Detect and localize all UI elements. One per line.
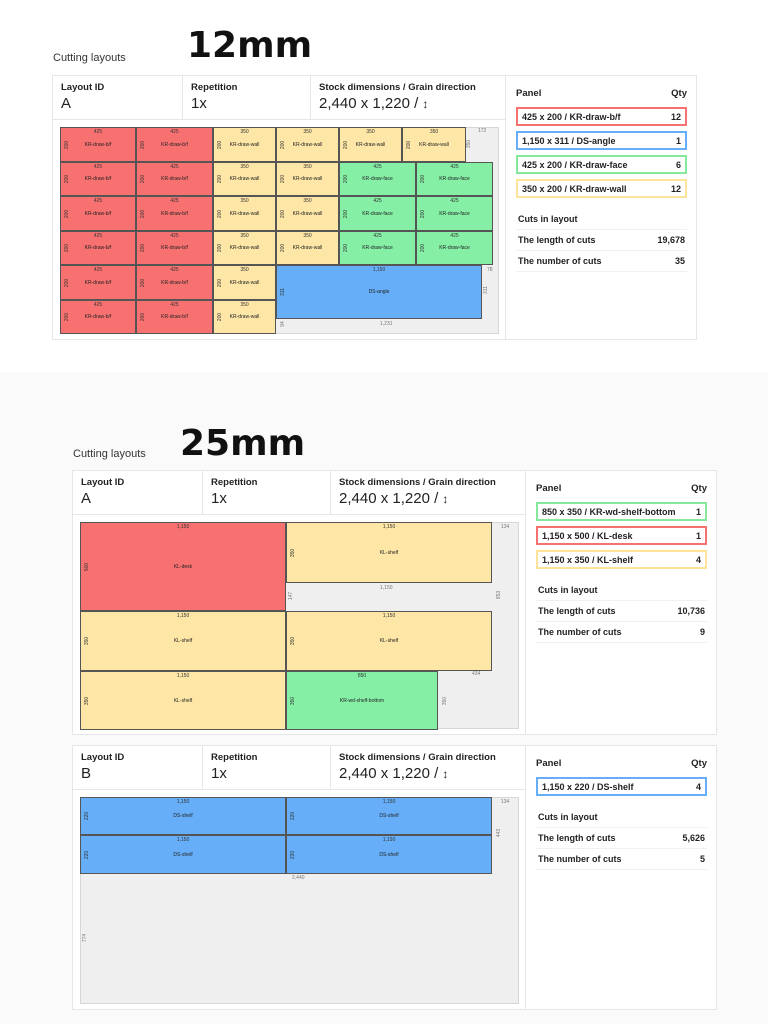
panel-piece-kr-draw-face[interactable]: [416, 196, 493, 231]
piece-name-label: KR-draw-face: [439, 176, 470, 182]
panel-piece-kr-draw-face[interactable]: [416, 231, 493, 265]
panel-qty: 1: [675, 135, 681, 146]
panel-piece-kr-draw-b-f[interactable]: [136, 196, 213, 231]
panel-header: Panel: [536, 758, 562, 769]
piece-width-label: 1,150: [176, 524, 190, 530]
panel-qty: 4: [695, 554, 701, 565]
grain-direction-icon: ↕: [442, 492, 449, 506]
stock-cell: [331, 746, 525, 790]
panel-piece-kr-draw-wall[interactable]: [276, 231, 339, 265]
piece-width-label: 425: [170, 164, 179, 170]
offcut-dim: 134: [501, 524, 510, 530]
piece-height-label: 500: [84, 562, 91, 571]
piece-name-label: KR-draw-wall: [229, 279, 260, 286]
piece-name-label: KL-shelf: [173, 638, 193, 644]
piece-width-label: 425: [373, 233, 382, 239]
repetition-label: Repetition: [211, 477, 258, 488]
piece-height-label: 200: [140, 243, 147, 253]
panel-qty: 4: [695, 781, 701, 792]
qty-header: Qty: [691, 483, 707, 494]
panel-row[interactable]: [536, 526, 707, 545]
cuts-title: [536, 807, 707, 828]
piece-width-label: 350: [240, 233, 249, 239]
piece-height-label: 200: [420, 174, 427, 184]
qty-header: Qty: [671, 88, 687, 99]
piece-width-label: 1,150: [382, 613, 396, 619]
piece-name-label: KL-shelf: [379, 638, 399, 644]
piece-width-label: 350: [240, 129, 249, 135]
panel-piece-kr-draw-b-f[interactable]: [60, 231, 136, 265]
piece-height-label: 200: [217, 174, 224, 184]
piece-height-label: 350: [290, 636, 297, 646]
panel-piece-kl-shelf[interactable]: [80, 611, 286, 671]
panel-piece-kr-draw-b-f[interactable]: [136, 162, 213, 196]
piece-name-label: KR-draw-b/f: [161, 141, 188, 148]
panel-piece-kr-draw-b-f[interactable]: [60, 265, 136, 300]
panel-piece-kl-shelf[interactable]: [286, 611, 492, 671]
piece-name-label: DS-shelf: [379, 813, 399, 819]
panel-piece-kl-desk[interactable]: [80, 522, 286, 611]
repetition-cell: [203, 746, 331, 790]
piece-name-label: KR-draw-wall: [292, 141, 323, 148]
panel-row[interactable]: [516, 131, 687, 150]
layout-id-label: Layout ID: [81, 752, 125, 763]
piece-width-label: 350: [240, 198, 249, 204]
piece-width-label: 1,150: [382, 799, 396, 805]
piece-width-label: 1,150: [372, 267, 386, 273]
piece-height-label: 350: [84, 696, 91, 705]
cuts-number-label: The number of cuts: [538, 854, 622, 864]
piece-width-label: 350: [240, 302, 249, 308]
piece-height-label: 200: [64, 243, 71, 253]
panel-header: Panel: [536, 483, 562, 494]
layout-id-cell: [53, 76, 183, 120]
piece-name-label: KR-draw-b/f: [161, 314, 188, 320]
repetition-value: 1x: [191, 95, 207, 112]
offcut-dim: 1,231: [380, 321, 393, 327]
panel-qty: 12: [670, 183, 681, 194]
piece-height-label: 350: [290, 548, 297, 557]
panel-name: 1,150 x 500 / KL-desk: [542, 530, 633, 541]
panel-piece-kr-draw-b-f[interactable]: [136, 231, 213, 265]
repetition-label: Repetition: [211, 752, 258, 763]
layout-id-label: Layout ID: [61, 82, 105, 93]
piece-name-label: DS-shelf: [173, 813, 193, 819]
offcut-dim: 434: [472, 671, 481, 677]
stock-cell: [311, 76, 505, 120]
panel-row[interactable]: [516, 155, 687, 174]
piece-height-label: 200: [140, 209, 147, 218]
stock-label: Stock dimensions / Grain direction: [339, 477, 496, 488]
panel-piece-kr-draw-face[interactable]: [339, 162, 416, 196]
piece-height-label: 200: [217, 243, 224, 253]
piece-name-label: KR-draw-b/f: [161, 245, 188, 251]
cuts-number-label: The number of cuts: [538, 627, 622, 637]
piece-height-label: 200: [64, 174, 71, 184]
piece-width-label: 1,150: [382, 524, 396, 530]
piece-width-label: 350: [366, 129, 375, 135]
piece-width-label: 425: [373, 164, 382, 170]
offcut-dim: 443: [496, 828, 503, 838]
panel-piece-kr-draw-wall[interactable]: [339, 127, 402, 162]
piece-height-label: 200: [64, 140, 71, 149]
offcut-dim: 147: [288, 591, 295, 601]
panel-sidebar: [525, 746, 717, 1010]
cuts-length-value: 19,678: [657, 235, 685, 245]
panel-piece-kr-draw-face[interactable]: [416, 162, 493, 196]
piece-name-label: KR-draw-b/f: [161, 176, 188, 182]
piece-width-label: 425: [170, 198, 179, 204]
panel-piece-kr-draw-wall[interactable]: [213, 300, 276, 334]
piece-name-label: KR-draw-b/f: [84, 141, 112, 148]
thickness-label-12mm: 12mm: [187, 25, 313, 66]
grain-direction-icon: ↕: [442, 767, 449, 781]
piece-name-label: KR-draw-b/f: [84, 245, 112, 251]
piece-name-label: KL-desk: [173, 563, 193, 570]
offcut-dim: 134: [501, 799, 510, 805]
panel-qty: 1: [695, 506, 701, 517]
piece-height-label: 200: [280, 243, 287, 253]
panel-piece-kr-draw-wall[interactable]: [213, 162, 276, 196]
cuts-number-row: [536, 622, 707, 643]
repetition-value: 1x: [211, 765, 227, 782]
panel-piece-kr-draw-wall[interactable]: [213, 265, 276, 300]
piece-width-label: 350: [303, 164, 312, 170]
panel-name: 425 x 200 / KR-draw-b/f: [522, 111, 621, 122]
piece-height-label: 220: [84, 811, 91, 821]
piece-height-label: 200: [343, 140, 350, 149]
piece-height-label: 350: [290, 696, 297, 705]
piece-name-label: DS-angle: [368, 289, 390, 295]
qty-header: Qty: [691, 758, 707, 769]
piece-name-label: KR-draw-face: [362, 176, 393, 182]
panel-piece-ds-angle[interactable]: [276, 265, 482, 319]
layout-card-12-a: [52, 75, 697, 340]
piece-height-label: 200: [140, 278, 147, 287]
piece-height-label: 200: [420, 209, 427, 218]
thickness-label-25mm: 25mm: [180, 423, 306, 464]
section-title-12mm: Cutting layouts: [53, 52, 126, 64]
piece-width-label: 350: [429, 129, 439, 135]
panel-piece-kl-shelf[interactable]: [286, 522, 492, 583]
panel-piece-kr-draw-wall[interactable]: [276, 127, 339, 162]
cutting-diagram: [80, 522, 520, 730]
piece-width-label: 1,150: [176, 799, 190, 805]
panel-name: 1,150 x 220 / DS-shelf: [542, 781, 634, 792]
piece-width-label: 425: [93, 302, 103, 308]
repetition-cell: [183, 76, 311, 120]
piece-width-label: 850: [357, 673, 367, 679]
piece-name-label: KR-draw-face: [439, 245, 470, 251]
piece-height-label: 200: [217, 278, 224, 287]
piece-width-label: 425: [170, 129, 179, 135]
offcut-dim: 350: [442, 696, 449, 706]
panel-qty: 6: [675, 159, 681, 170]
panel-piece-kr-draw-b-f[interactable]: [60, 300, 136, 334]
piece-width-label: 425: [93, 164, 103, 170]
piece-width-label: 350: [303, 129, 312, 135]
panel-piece-kr-wd-shelf-bottom[interactable]: [286, 671, 438, 730]
piece-width-label: 425: [450, 164, 459, 170]
piece-name-label: KR-draw-wall: [292, 210, 323, 217]
layout-header: [73, 746, 525, 790]
offcut-dim: 2,440: [292, 875, 305, 881]
panel-piece-kr-draw-wall[interactable]: [213, 231, 276, 265]
cuts-length-label: The length of cuts: [538, 606, 616, 616]
panel-name: 1,150 x 311 / DS-angle: [522, 135, 616, 146]
piece-width-label: 425: [170, 233, 179, 239]
panel-piece-kr-draw-wall[interactable]: [213, 196, 276, 231]
panel-qty: 12: [670, 111, 681, 122]
panel-piece-kr-draw-b-f[interactable]: [60, 162, 136, 196]
layout-header: [73, 471, 525, 515]
cuts-title-text: Cuts in layout: [538, 812, 598, 822]
piece-name-label: KR-draw-wall: [229, 314, 260, 320]
panel-piece-kr-draw-b-f[interactable]: [60, 196, 136, 231]
cuts-number-value: 35: [674, 256, 685, 266]
offcut-dim: 350: [466, 139, 473, 149]
piece-name-label: KR-draw-wall: [292, 176, 323, 182]
cuts-length-value: 10,736: [677, 606, 705, 616]
panel-name: 350 x 200 / KR-draw-wall: [522, 183, 627, 194]
piece-height-label: 200: [217, 140, 224, 149]
piece-width-label: 425: [93, 129, 103, 135]
layout-id-cell: [73, 746, 203, 790]
panel-piece-kr-draw-wall[interactable]: [276, 196, 339, 231]
piece-height-label: 350: [84, 636, 91, 646]
piece-name-label: KR-draw-face: [362, 210, 393, 217]
layout-card-25-a: [72, 470, 717, 735]
cuts-number-row: [516, 251, 687, 272]
piece-height-label: 200: [343, 209, 350, 218]
piece-height-label: 200: [343, 174, 350, 184]
cuts-number-value: 5: [699, 854, 705, 864]
piece-name-label: DS-shelf: [173, 851, 193, 858]
piece-width-label: 1,150: [176, 837, 190, 843]
offcut-dim: 311: [482, 286, 489, 294]
piece-name-label: KR-draw-b/f: [161, 210, 188, 217]
piece-height-label: 200: [280, 209, 287, 218]
piece-name-label: KL-shelf: [173, 697, 193, 704]
piece-width-label: 425: [450, 233, 459, 239]
piece-name-label: KL-shelf: [379, 549, 399, 556]
panel-piece-kr-draw-wall[interactable]: [276, 162, 339, 196]
piece-height-label: 200: [140, 140, 147, 149]
panel-sidebar: [505, 76, 697, 340]
panel-name: 850 x 350 / KR-wd-shelf-bottom: [542, 506, 676, 517]
panel-piece-kr-draw-wall[interactable]: [402, 127, 466, 162]
section-title-25mm: Cutting layouts: [73, 448, 146, 460]
piece-width-label: 425: [93, 233, 103, 239]
piece-height-label: 200: [343, 243, 350, 253]
panel-sidebar: [525, 471, 717, 735]
panel-piece-kr-draw-face[interactable]: [339, 231, 416, 265]
piece-name-label: KR-draw-wall: [292, 245, 323, 251]
piece-name-label: DS-shelf: [379, 851, 399, 858]
piece-height-label: 200: [406, 140, 413, 149]
cutting-diagram: [60, 127, 500, 335]
piece-name-label: KR-draw-wall: [419, 141, 449, 148]
cuts-title-text: Cuts in layout: [538, 585, 598, 595]
piece-height-label: 200: [64, 312, 71, 322]
panel-piece-kr-draw-b-f[interactable]: [136, 265, 213, 300]
piece-name-label: KR-wd-shelf-bottom: [339, 697, 385, 704]
panel-piece-kr-draw-face[interactable]: [339, 196, 416, 231]
panel-piece-kr-draw-wall[interactable]: [213, 127, 276, 162]
offcut-dim: 774: [82, 933, 89, 943]
piece-height-label: 200: [64, 209, 71, 218]
stock-label: Stock dimensions / Grain direction: [319, 82, 476, 93]
piece-width-label: 425: [373, 198, 382, 204]
piece-width-label: 1,150: [176, 613, 190, 619]
piece-height-label: 200: [217, 312, 224, 322]
repetition-label: Repetition: [191, 82, 238, 93]
panel-piece-ds-shelf[interactable]: [286, 797, 492, 835]
piece-width-label: 425: [93, 198, 103, 204]
piece-width-label: 1,150: [176, 673, 190, 679]
cuts-length-row: [536, 828, 707, 849]
panel-piece-kr-draw-b-f[interactable]: [136, 300, 213, 334]
piece-width-label: 425: [170, 267, 179, 273]
piece-name-label: KR-draw-wall: [229, 176, 260, 182]
piece-name-label: KR-draw-wall: [229, 245, 260, 251]
piece-width-label: 425: [170, 302, 179, 308]
piece-name-label: KR-draw-face: [439, 210, 470, 217]
cuts-length-row: [536, 601, 707, 622]
piece-width-label: 425: [93, 267, 103, 273]
stock-label: Stock dimensions / Grain direction: [339, 752, 496, 763]
panel-piece-ds-shelf[interactable]: [80, 835, 286, 874]
panel-header: Panel: [516, 88, 542, 99]
piece-name-label: KR-draw-b/f: [84, 314, 112, 320]
piece-height-label: 200: [140, 312, 147, 322]
cuts-number-value: 9: [699, 627, 705, 637]
stock-value: 2,440 x 1,220 /: [339, 490, 439, 507]
panel-piece-kl-shelf[interactable]: [80, 671, 286, 730]
stock-value: 2,440 x 1,220 /: [339, 765, 439, 782]
piece-height-label: 220: [290, 811, 297, 821]
offcut-dim: 853: [496, 590, 503, 600]
piece-width-label: 350: [303, 198, 312, 204]
panel-qty: 1: [695, 530, 701, 541]
panel-piece-ds-shelf[interactable]: [286, 835, 492, 874]
cuts-length-value: 5,626: [682, 833, 705, 843]
panel-piece-kr-draw-b-f[interactable]: [60, 127, 136, 162]
cuts-title: [536, 580, 707, 601]
cutting-diagram: [80, 797, 520, 1005]
stock-value: 2,440 x 1,220 /: [319, 95, 419, 112]
panel-piece-ds-shelf[interactable]: [80, 797, 286, 835]
layout-id-value: A: [81, 490, 92, 507]
piece-name-label: KR-draw-b/f: [84, 176, 112, 182]
piece-height-label: 200: [140, 174, 147, 184]
repetition-cell: [203, 471, 331, 515]
panel-piece-kr-draw-b-f[interactable]: [136, 127, 213, 162]
piece-height-label: 200: [217, 209, 224, 218]
panel-row[interactable]: [536, 502, 707, 521]
cuts-length-row: [516, 230, 687, 251]
cuts-number-row: [536, 849, 707, 870]
cuts-title: [516, 209, 687, 230]
cuts-number-label: The number of cuts: [518, 256, 602, 266]
piece-height-label: 200: [280, 174, 287, 184]
piece-width-label: 425: [450, 198, 459, 204]
piece-height-label: 200: [64, 278, 71, 287]
piece-height-label: 311: [279, 288, 286, 296]
layout-id-cell: [73, 471, 203, 515]
panel-row[interactable]: [536, 777, 707, 796]
layout-id-label: Layout ID: [81, 477, 125, 488]
piece-name-label: KR-draw-wall: [229, 210, 260, 217]
panel-row[interactable]: [516, 179, 687, 198]
piece-height-label: 200: [420, 243, 427, 253]
piece-name-label: KR-draw-face: [362, 245, 393, 251]
panel-name: 1,150 x 350 / KL-shelf: [542, 554, 634, 565]
piece-name-label: KR-draw-b/f: [84, 279, 112, 286]
piece-name-label: KR-draw-b/f: [161, 279, 188, 286]
offcut-dim: 78: [487, 267, 493, 273]
cuts-length-label: The length of cuts: [518, 235, 596, 245]
piece-name-label: KR-draw-b/f: [84, 210, 112, 217]
piece-width-label: 1,150: [382, 837, 396, 843]
piece-height-label: 220: [290, 850, 297, 859]
offcut-dim: 94: [279, 321, 286, 327]
cuts-title-text: Cuts in layout: [518, 214, 578, 224]
piece-width-label: 350: [240, 267, 249, 273]
layout-id-value: A: [61, 95, 72, 112]
repetition-value: 1x: [211, 490, 227, 507]
layout-header: [53, 76, 505, 120]
piece-height-label: 200: [280, 140, 287, 149]
layout-card-25-b: [72, 745, 717, 1010]
panel-name: 425 x 200 / KR-draw-face: [522, 159, 628, 170]
piece-height-label: 220: [84, 850, 91, 859]
grain-direction-icon: ↕: [422, 97, 429, 111]
offcut-dim: 1,150: [380, 585, 393, 591]
panel-row[interactable]: [536, 550, 707, 569]
piece-name-label: KR-draw-wall: [355, 141, 386, 148]
stock-cell: [331, 471, 525, 515]
piece-width-label: 350: [240, 164, 249, 170]
layout-id-value: B: [81, 765, 92, 782]
piece-name-label: KR-draw-wall: [229, 141, 260, 148]
cuts-length-label: The length of cuts: [538, 833, 616, 843]
piece-width-label: 350: [303, 233, 312, 239]
panel-row[interactable]: [516, 107, 687, 126]
offcut-dim: 172: [478, 128, 487, 134]
